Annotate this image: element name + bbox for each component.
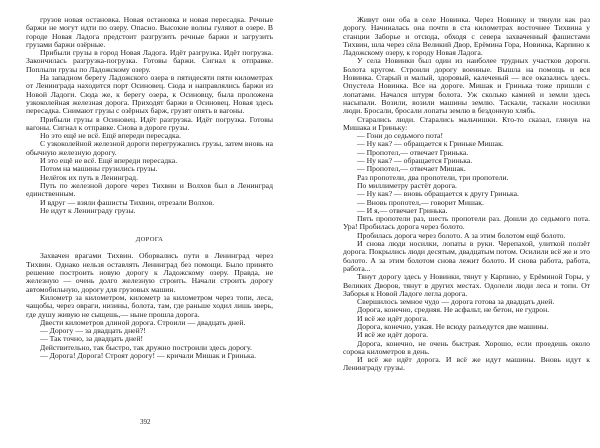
paragraph: С узкоколейной железной дороги перегружались грузы, затем вновь на обычную железную дорогу. [26,139,273,157]
dialogue-line: — И я,— отвечает Гринька. [357,205,448,215]
paragraph: Прибыли грузы в Осиновец. Идёт разгрузка. Идёт погрузка. Готовы вагоны. Сигнал к отправке. Снова в дороге грузы. [26,114,273,132]
paragraph: Двести километров длиной дорога. Строили — двадцать дней. [40,317,246,327]
paragraph: Но это ещё не всё. Ещё впереди пересадка. [40,131,181,141]
paragraph: грузов новая остановка. Новая остановка и новая пересадка. Речные баржи не могут идти по озеру. Опасно. Высокие волны гуляют в озере. В городе Новая Ладога предстоит разгрузить речные баржи и загрузить грузами баржи озёрные. [26,15,273,49]
paragraph: И вдруг — взяли фашисты Тихвин, отрезали Волхов. [40,197,215,207]
paragraph: Старались люди. Старались мальчишки. Кто-то сказал, глянув на Мишака и Гриньку: [343,114,590,132]
paragraph: Дорога, конечно, не очень быстрая. Хорошо, если проедешь около сорока километров в день. [343,338,590,356]
paragraph: Раз пропотели, два пропотели, три пропотели. [357,172,509,182]
chapter-heading: ДОРОГА [135,236,164,244]
paragraph: Дорога, конечно, средняя. Не асфальт, не бетон, не гудрон. [357,305,550,315]
paragraph: По миллиметру растёт дорога. [357,180,457,190]
dialogue-line: — Ну как? — вновь обращается к другу Гринька. [357,189,519,199]
paragraph: Дорога, конечно, узкая. Не всюду разъедутся две машины. [357,321,549,331]
paragraph: Живут они оба в селе Новинка. Через Новинку и тянули как раз дорогу. Начиналась она почти в ста километрах восточнее Тихвина у станции Заборье и отсюда, обходя с севера захваченный фашистами Тихвин, шла через сёла Великий Двор, Ерёмина Гора, Новинка, Карпино к Ладожскому озеру, к городу Новая Ладога. [343,15,590,58]
dialogue-line: — Дорога! Дорога! Строят дорогу! — кричали Мишак и Гринька. [40,350,256,360]
paragraph: Захвачен врагами Тихвин. Оборвались пути в Ленинград через Тихвин. Однако нельзя оставлять Ленинград без помощи. Было принято решение построить новую дорогу к Ладожскому озеру. Правда, не железную — очень долго железную строить. Начали строить дорогу автомобильную, дорогу для грузовых машин. [26,251,273,294]
dialogue-line: — Ну как? — обращается Гринька. [357,156,473,166]
paragraph: Прибыли грузы в город Новая Ладога. Идёт разгрузка. Идёт погрузка. Закончилась разгрузка-погрузка. Готовы баржи. Сигнал к отправке. Поплыли грузы по Ладожскому озеру. [26,48,273,74]
dialogue-line: — Так точно, за двадцать дней! [40,334,144,344]
paragraph: Пять пропотели раз, шесть пропотели раз. Дошли до седьмого пота. Ура! Пробилась дорога через болото. [343,214,590,232]
paragraph: Пробилась дорога через болото. А за этим болотом ещё болото. [357,230,566,240]
dialogue-line: — Дорогу — за двадцать дней?! [40,326,146,336]
dialogue-line: — Ну как? — обращается к Гриньке Мишак. [357,139,504,149]
right-column [343,16,590,373]
dialogue-line: — Вновь пропотел,— говорит Мишак. [357,197,484,207]
paragraph: И всё же идёт дорога. [357,313,428,323]
paragraph: Тянут дорогу здесь у Новинки, тянут у Карпино, у Ерёминой Горы, у Великих Дворов, тянут в других местах. Одолели люди леса и топи. От Заборья к Новой Ладоге легла дорога. [343,272,590,298]
paragraph: У села Новинки был один из наиболее трудных участков дороги. Болота кругом. Строили дорогу военные. Вышла на помощь и вся Новинка. Старый и малый, здоровый, калеченый — все оказались здесь. Опустела Новинка. Все на дороге. Мишак и Гринька тоже пришли с лопатами. Начался штурм болота. Уж сколько камней и земли здесь насыпали. Возили, возили машины землю. Таскали, таскали носилки люди. Бросали, бросали лопаты землю в бездонную хлябь. [343,56,590,116]
paragraph: Нелёгок их путь в Ленинград. [40,172,139,182]
paragraph: И всё же идёт дорога. И всё же идут машины. Вновь идут к Ленинграду грузы. [343,355,590,373]
paragraph: На западном берегу Ладожского озера в пятидесяти пяти километрах от Ленинграда находится порт Осиновец. Сюда и направлялись баржи из Новой Ладоги. Сюда же, к берегу озера, к Осиновцу, была проложена узкоколейная железная дорога. Приходят баржи в Осиновец. Новая здесь пересадка. Снимают грузы с озёрных барж, грузят опять в вагоны. [26,73,273,116]
dialogue-line: — Пропотел,— отвечает Мишак. [357,164,466,174]
paragraph: Потом на машины грузились грузы. [40,164,158,174]
dialogue-line: — Гони до седьмого пота! [357,131,443,141]
page-number: 392 [140,418,151,426]
paragraph: Километр за километром, километр за километром через топи, леса, чащобы, через овраги, низины, болота, там, где раньше ходил лишь зверь, где душу живую не сыщешь,— ныне прошла дорога. [26,292,273,319]
paragraph: И всё же идёт дорога. [357,330,428,340]
paragraph: И снова люди носилки, лопаты в руки. Черепахой, улиткой ползёт дорога. Покрылись люди десятым, двадцатым потом. Осилили всё же и это болото. А за этим болотом снова лежит болото. И снова работа, работа, работа... [343,239,590,273]
paragraph: И это ещё не всё. Ещё впереди пересадка. [40,156,178,166]
paragraph: Свершилось земное чудо — дорога готова за двадцать дней. [357,297,555,307]
left-column [26,16,273,360]
paragraph: Путь по железной дороге через Тихвин и Волхов был в Ленинград единственным. [26,180,273,199]
dialogue-line: — Пропотел,— отвечает Гринька. [357,147,469,157]
paragraph: Не идут к Ленинграду грузы. [40,205,136,215]
paragraph: Действительно, так быстро, так дружно построили здесь дорогу. [40,342,252,352]
